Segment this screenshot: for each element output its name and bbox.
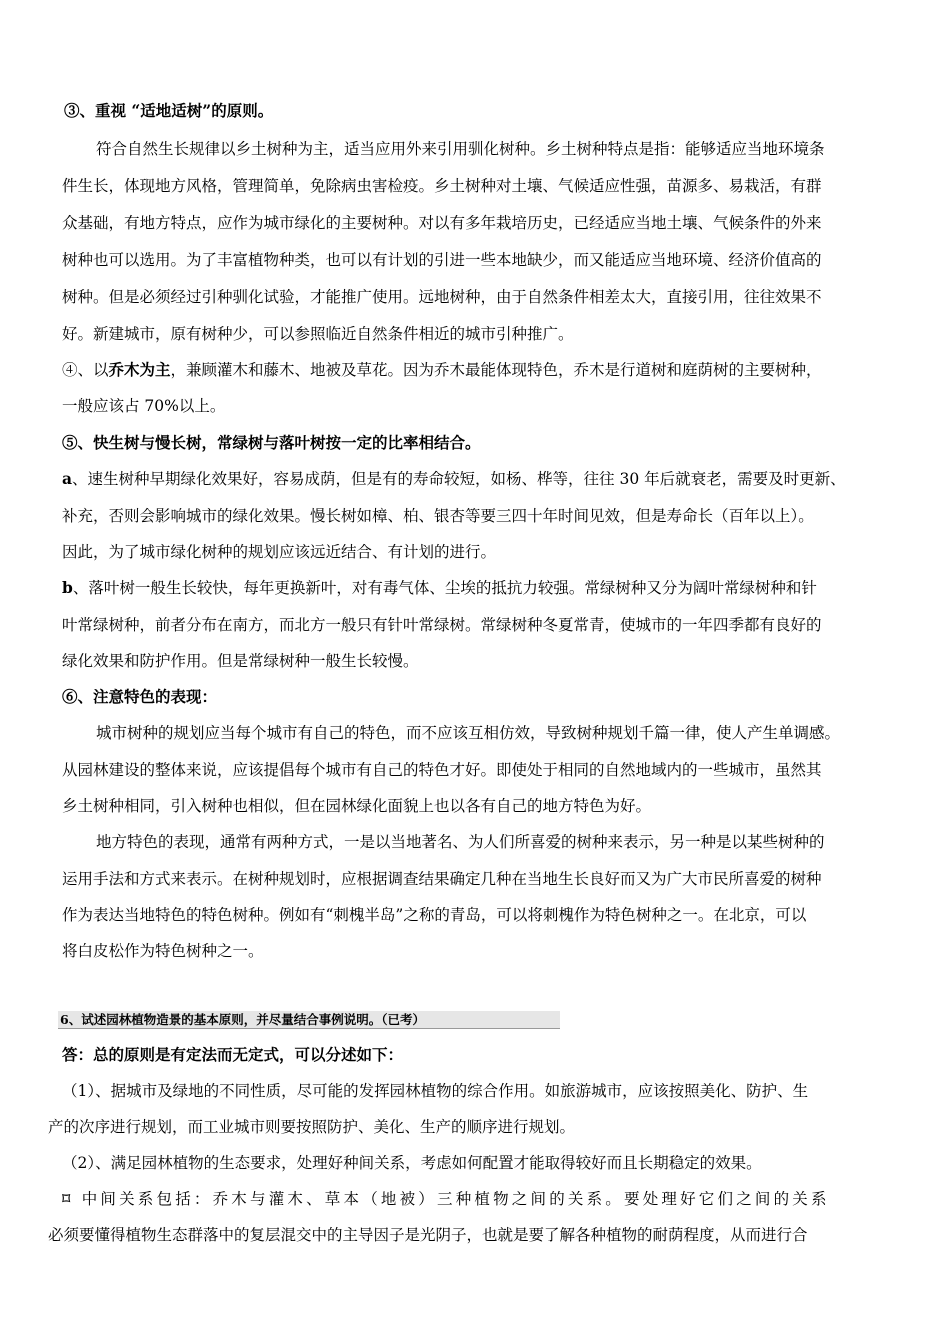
section-4-line-2: 一般应该占 70%以上。 — [62, 397, 226, 415]
section-3-heading: ③、重视 “适地适树”的原则。 — [64, 101, 274, 120]
section-4-rest: ，兼顾灌木和藤木、地被及草花。因为乔木最能体现特色，乔木是行道树和庭荫树的主要树种， — [170, 361, 822, 379]
bullet-icon: ⌑ — [62, 1189, 74, 1208]
section-6-p1-line-1: 城市树种的规划应当每个城市有自己的特色，而不应该互相仿效，导致树种规划千篇一律，使人产生单调感。 — [96, 724, 841, 742]
item-b-label: b — [62, 578, 73, 597]
section-5-b-line-2: 叶常绿树种，前者分布在南方，而北方一般只有针叶常绿树。常绿树种冬夏常青，使城市的一年四季都有良好的 — [62, 616, 822, 634]
answer-p1-line-1: （1）、据城市及绿地的不同性质，尽可能的发挥园林植物的综合作用。如旅游城市，应该按照美化、防护、生 — [62, 1082, 809, 1100]
item-a-label: a — [62, 469, 73, 488]
section-6-p1-line-3: 乡土树种相同，引入树种也相似，但在园林绿化面貌上也以各有自己的地方特色为好。 — [62, 797, 652, 815]
section-5-a-line-2: 补充，否则会影响城市的绿化效果。慢长树如樟、柏、银杏等要三四十年时间见效，但是寿命长（百年以上）。 — [62, 507, 814, 525]
answer-p3-line-1: ⌑ 中间关系包括：乔木与灌木、草本（地被）三种植物之间的关系。要处理好它们之间的关系 — [62, 1189, 830, 1208]
section-3-line-3: 众基础，有地方特点，应作为城市绿化的主要树种。对以有多年栽培历史，已经适应当地土壤、气候条件的外来 — [62, 214, 822, 232]
section-3-line-1: 符合自然生长规律以乡土树种为主，适当应用外来引用驯化树种。乡土树种特点是指：能够适应当地环境条 — [96, 140, 825, 158]
section-5-a-line-3: 因此，为了城市绿化树种的规划应该远近结合、有计划的进行。 — [62, 543, 497, 561]
answer-p3-line-2: 必须要懂得植物生态群落中的复层混交中的主导因子是光阴子，也就是要了解各种植物的耐荫程度，从而进行合 — [48, 1226, 808, 1244]
answer-p1-line-2: 产的次序进行规划，而工业城市则要按照防护、美化、生产的顺序进行规划。 — [48, 1118, 576, 1136]
section-3-line-6: 好。新建城市，原有树种少，可以参照临近自然条件相近的城市引种推广。 — [62, 325, 574, 343]
answer-p2: （2）、满足园林植物的生态要求，处理好种间关系，考虑如何配置才能取得较好而且长期稳定的效果。 — [62, 1154, 762, 1172]
question-6-title: 6、试述园林植物造景的基本原则，并尽量结合事例说明。（已考） — [58, 1011, 560, 1029]
section-4-line-1 — [62, 359, 822, 383]
section-6-p1-line-2: 从园林建设的整体来说，应该提倡每个城市有自己的特色才好。即使处于相同的自然地域内的一些城市，虽然其 — [62, 761, 822, 779]
section-5-heading: ⑤、快生树与慢长树，常绿树与落叶树按一定的比率相结合。 — [62, 433, 481, 452]
section-5-b-line-1: b、落叶树一般生长较快，每年更换新叶，对有毒气体、尘埃的抵抗力较强。常绿树种又分为阔叶常绿树种和针 — [62, 578, 817, 597]
section-3-line-2: 件生长，体现地方风格，管理简单，免除病虫害检疫。乡土树种对土壤、气候适应性强，苗源多、易栽活，有群 — [62, 177, 822, 195]
section-5-a-line-1: a、速生树种早期绿化效果好，容易成荫，但是有的寿命较短，如杨、桦等，往往 30 年后就衰老，需要及时更新、 — [62, 469, 846, 488]
section-3-line-5: 树种。但是必须经过引种驯化试验，才能推广使用。远地树种，由于自然条件相差太大，直接引用，往往效果不 — [62, 288, 822, 306]
section-3-line-4: 树种也可以选用。为了丰富植物种类，也可以有计划的引进一些本地缺少，而又能适应当地环境、经济价值高的 — [62, 251, 822, 269]
section-4-bold: 乔木为主 — [108, 360, 171, 379]
section-6-heading: ⑥、注意特色的表现： — [62, 687, 218, 706]
section-6-p2-line-2: 运用手法和方式来表示。在树种规划时，应根据调查结果确定几种在当地生长良好而又为广大市民所喜爱的树种 — [62, 870, 822, 888]
answer-intro: 答：总的原则是有定法而无定式，可以分述如下： — [62, 1045, 404, 1064]
section-4-prefix: ④、以 — [62, 361, 109, 379]
section-6-p2-line-1: 地方特色的表现，通常有两种方式，一是以当地著名、为人们所喜爱的树种来表示，另一种是以某些树种的 — [96, 833, 825, 851]
section-6-p2-line-3: 作为表达当地特色的特色树种。例如有“刺槐半岛”之称的青岛，可以将刺槐作为特色树种之一。在北京，可以 — [62, 906, 807, 924]
section-6-p2-line-4: 将白皮松作为特色树种之一。 — [62, 942, 264, 960]
section-5-b-line-3: 绿化效果和防护作用。但是常绿树种一般生长较慢。 — [62, 652, 419, 670]
